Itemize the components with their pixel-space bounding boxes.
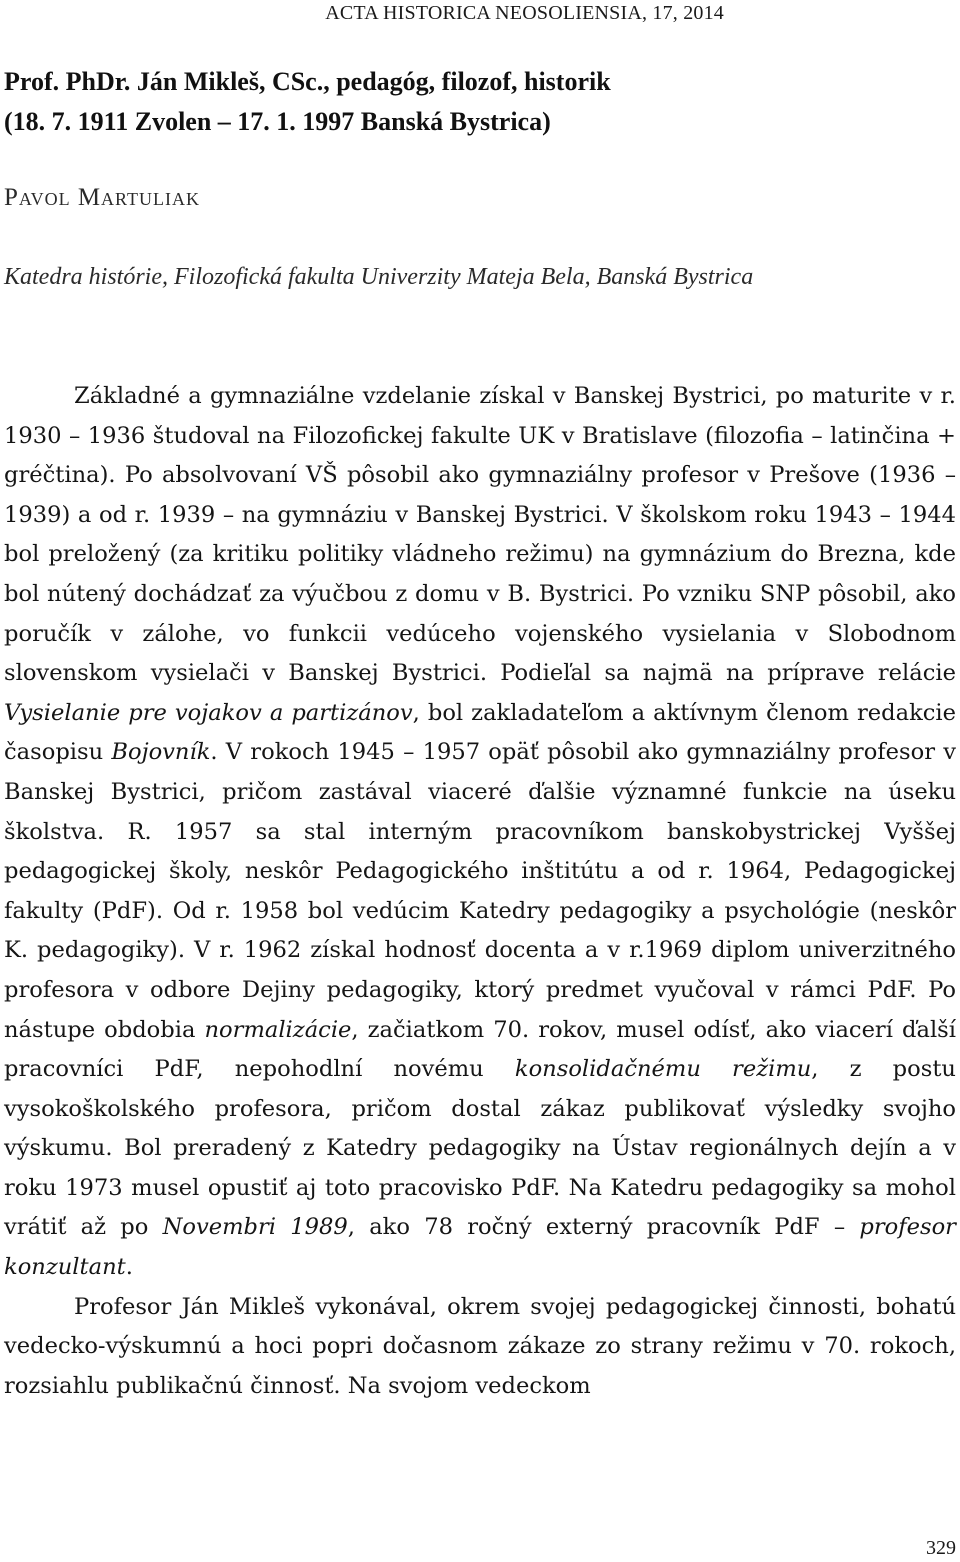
italic-phrase: Novembri 1989 [162,1214,348,1241]
title-line-2: (18. 7. 1911 Zvolen – 17. 1. 1997 Banská Bystrica) [4,107,551,136]
article-title [4,62,934,142]
italic-phrase: Bojovník [111,739,211,766]
running-head: ACTA HISTORICA NEOSOLIENSIA, 17, 2014 [325,2,724,24]
italic-phrase: profesor konzultant [4,1214,956,1281]
italic-phrase: Vysielanie pre vojakov a partizánov [4,699,413,726]
author-affiliation: Katedra histórie, Filozofická fakulta Univerzity Mateja Bela, Banská Bystrica [4,264,754,290]
title-line-1: Prof. PhDr. Ján Mikleš, CSc., pedagóg, filozof, historik [4,67,611,96]
italic-phrase: konsolidačnému režimu [514,1056,812,1083]
page-number: 329 [926,1537,956,1559]
paragraph-1: Základné a gymnaziálne vzdelanie získal v Banskej Bystrici, po maturite v r. 1930 – 1936 študoval na Filozofickej fakulte UK v Bratislave (filozofia – latinčina + gréčtina). Po absolvovaní VŠ pôsobil ako gymnaziálny profesor v Prešove (1936 – 1939) a od r. 1939 – na gymnáziu v Banskej Bystrici. V školskom roku 1943 – 1944 bol preložený (za kritiku politiky vládneho režimu) na gymnázium do Brezna, kde bol nútený dochádzať za výučbou z domu v B. Bystrici. Po vzniku SNP pôsobil, ako poručík v zálohe, vo funkcii vedúceho vojenského vysielania v Slobodnom slovenskom vysielači v Banskej Bystrici. Podieľal sa najmä na príprave relácie Vysielanie pre vojakov a partizánov, bol zakladateľom a aktívnym členom redakcie časopisu Bojovník. V rokoch 1945 – 1957 opäť pôsobil ako gymnaziálny profesor v Banskej Bystrici, pričom zastával viaceré ďalšie významné funkcie na úseku školstva. R. 1957 sa stal interným pracovníkom banskobystrickej Vyššej pedagogickej školy, neskôr Pedagogického inštitútu a od r. 1964, Pedagogickej fakulty (PdF). Od r. 1958 bol vedúcim Katedry pedagogiky a psychológie (neskôr K. pedagogiky). V r. 1962 získal hodnosť docenta a v r.1969 diplom univerzitného profesora v odbore Dejiny pedagogiky, ktorý predmet vyučoval v rámci PdF. Po nástupe obdobia normalizácie, začiatkom 70. rokov, musel odísť, ako viacerí ďalší pracovníci PdF, nepohodlní novému konsolidačnému režimu, z postu vysokoškolského profesora, pričom dostal zákaz publikovať výsledky svojho výskumu. Bol preradený z Katedry pedagogiky na Ústav regionálnych dejín a v roku 1973 musel opustiť aj toto pracovisko PdF. Na Katedru pedagogiky sa mohol vrátiť až po Novembri 1989, ako 78 ročný externý pracovník PdF – profesor konzultant. [4,383,957,1281]
article-body [4,377,956,1406]
paragraph-2: Profesor Ján Mikleš vykonával, okrem svojej pedagogickej činnosti, bohatú vedecko-výskumnú a hoci popri dočasnom zákaze zo strany režimu v 70. rokoch, rozsiahlu publikačnú činnosť. Na svojom vedeckom [4,1293,956,1399]
author-name: Pavol Martuliak [4,184,200,211]
italic-phrase: normalizácie [204,1016,352,1043]
